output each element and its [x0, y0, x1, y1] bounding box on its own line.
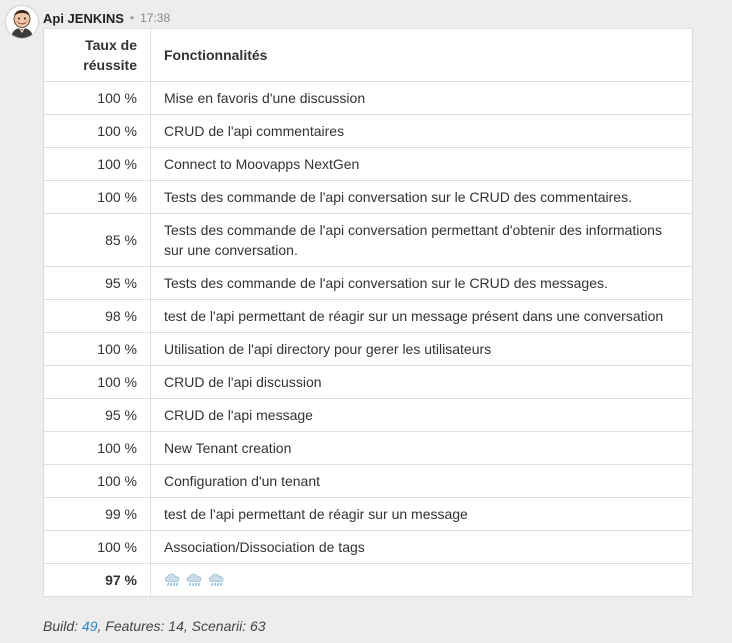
table-row: [44, 399, 693, 432]
feature-cell: Mise en favoris d'une discussion: [151, 82, 693, 115]
feature-cell: CRUD de l'api message: [151, 399, 693, 432]
table-row: [44, 366, 693, 399]
feature-cell: test de l'api permettant de réagir sur un message présent dans une conversation: [151, 300, 693, 333]
rate-cell: 100 %: [44, 181, 151, 214]
feature-cell: New Tenant creation: [151, 432, 693, 465]
table-row: [44, 432, 693, 465]
avatar[interactable]: [6, 6, 38, 38]
message-header: [43, 9, 170, 27]
table-row: [44, 498, 693, 531]
build-number-link[interactable]: 49: [81, 618, 98, 634]
rate-cell: 100 %: [44, 465, 151, 498]
total-row: [44, 564, 693, 597]
table-row: [44, 181, 693, 214]
table-row: [44, 465, 693, 498]
rate-cell: 100 %: [44, 333, 151, 366]
rate-cell: 95 %: [44, 267, 151, 300]
rain-cloud-icon: [164, 572, 181, 589]
rain-cloud-icon: [186, 572, 203, 589]
rate-cell: 100 %: [44, 531, 151, 564]
rate-cell: 85 %: [44, 214, 151, 267]
table-row: [44, 267, 693, 300]
table-row: [44, 300, 693, 333]
rate-cell: 100 %: [44, 432, 151, 465]
rate-cell: 100 %: [44, 148, 151, 181]
header-separator: •: [129, 11, 135, 25]
rate-cell: 95 %: [44, 399, 151, 432]
rate-cell: 100 %: [44, 115, 151, 148]
rate-column-header: Taux de réussite: [44, 29, 151, 82]
table-header-row: [44, 29, 693, 82]
table-row: [44, 115, 693, 148]
jenkins-butler-icon: [6, 6, 38, 38]
table-row: [44, 214, 693, 267]
weather-icons: [164, 572, 225, 589]
build-stats: , Features: 14, Scenarii: 63: [97, 618, 266, 634]
feature-cell: Connect to Moovapps NextGen: [151, 148, 693, 181]
feature-cell: CRUD de l'api discussion: [151, 366, 693, 399]
features-column-header: Fonctionnalités: [151, 29, 693, 82]
feature-cell: CRUD de l'api commentaires: [151, 115, 693, 148]
table-row: [44, 333, 693, 366]
build-label: Build:: [43, 618, 82, 634]
feature-cell: Association/Dissociation de tags: [151, 531, 693, 564]
rate-cell: 100 %: [44, 366, 151, 399]
table-row: [44, 82, 693, 115]
rain-cloud-icon: [208, 572, 225, 589]
feature-cell: Tests des commande de l'api conversation permettant d'obtenir des informations sur une conversation.: [151, 214, 693, 267]
rate-cell: 98 %: [44, 300, 151, 333]
build-summary: [43, 618, 266, 634]
feature-cell: Tests des commande de l'api conversation sur le CRUD des messages.: [151, 267, 693, 300]
feature-cell: test de l'api permettant de réagir sur un message: [151, 498, 693, 531]
feature-cell: Utilisation de l'api directory pour gerer les utilisateurs: [151, 333, 693, 366]
rate-cell: 99 %: [44, 498, 151, 531]
author-name[interactable]: Api JENKINS: [43, 10, 124, 26]
weather-cell: [151, 564, 693, 597]
table-row: [44, 531, 693, 564]
message-time[interactable]: 17:38: [140, 11, 171, 25]
feature-cell: Configuration d'un tenant: [151, 465, 693, 498]
feature-cell: Tests des commande de l'api conversation sur le CRUD des commentaires.: [151, 181, 693, 214]
total-rate-cell: 97 %: [44, 564, 151, 597]
table-row: [44, 148, 693, 181]
results-table: [43, 28, 693, 597]
rate-cell: 100 %: [44, 82, 151, 115]
